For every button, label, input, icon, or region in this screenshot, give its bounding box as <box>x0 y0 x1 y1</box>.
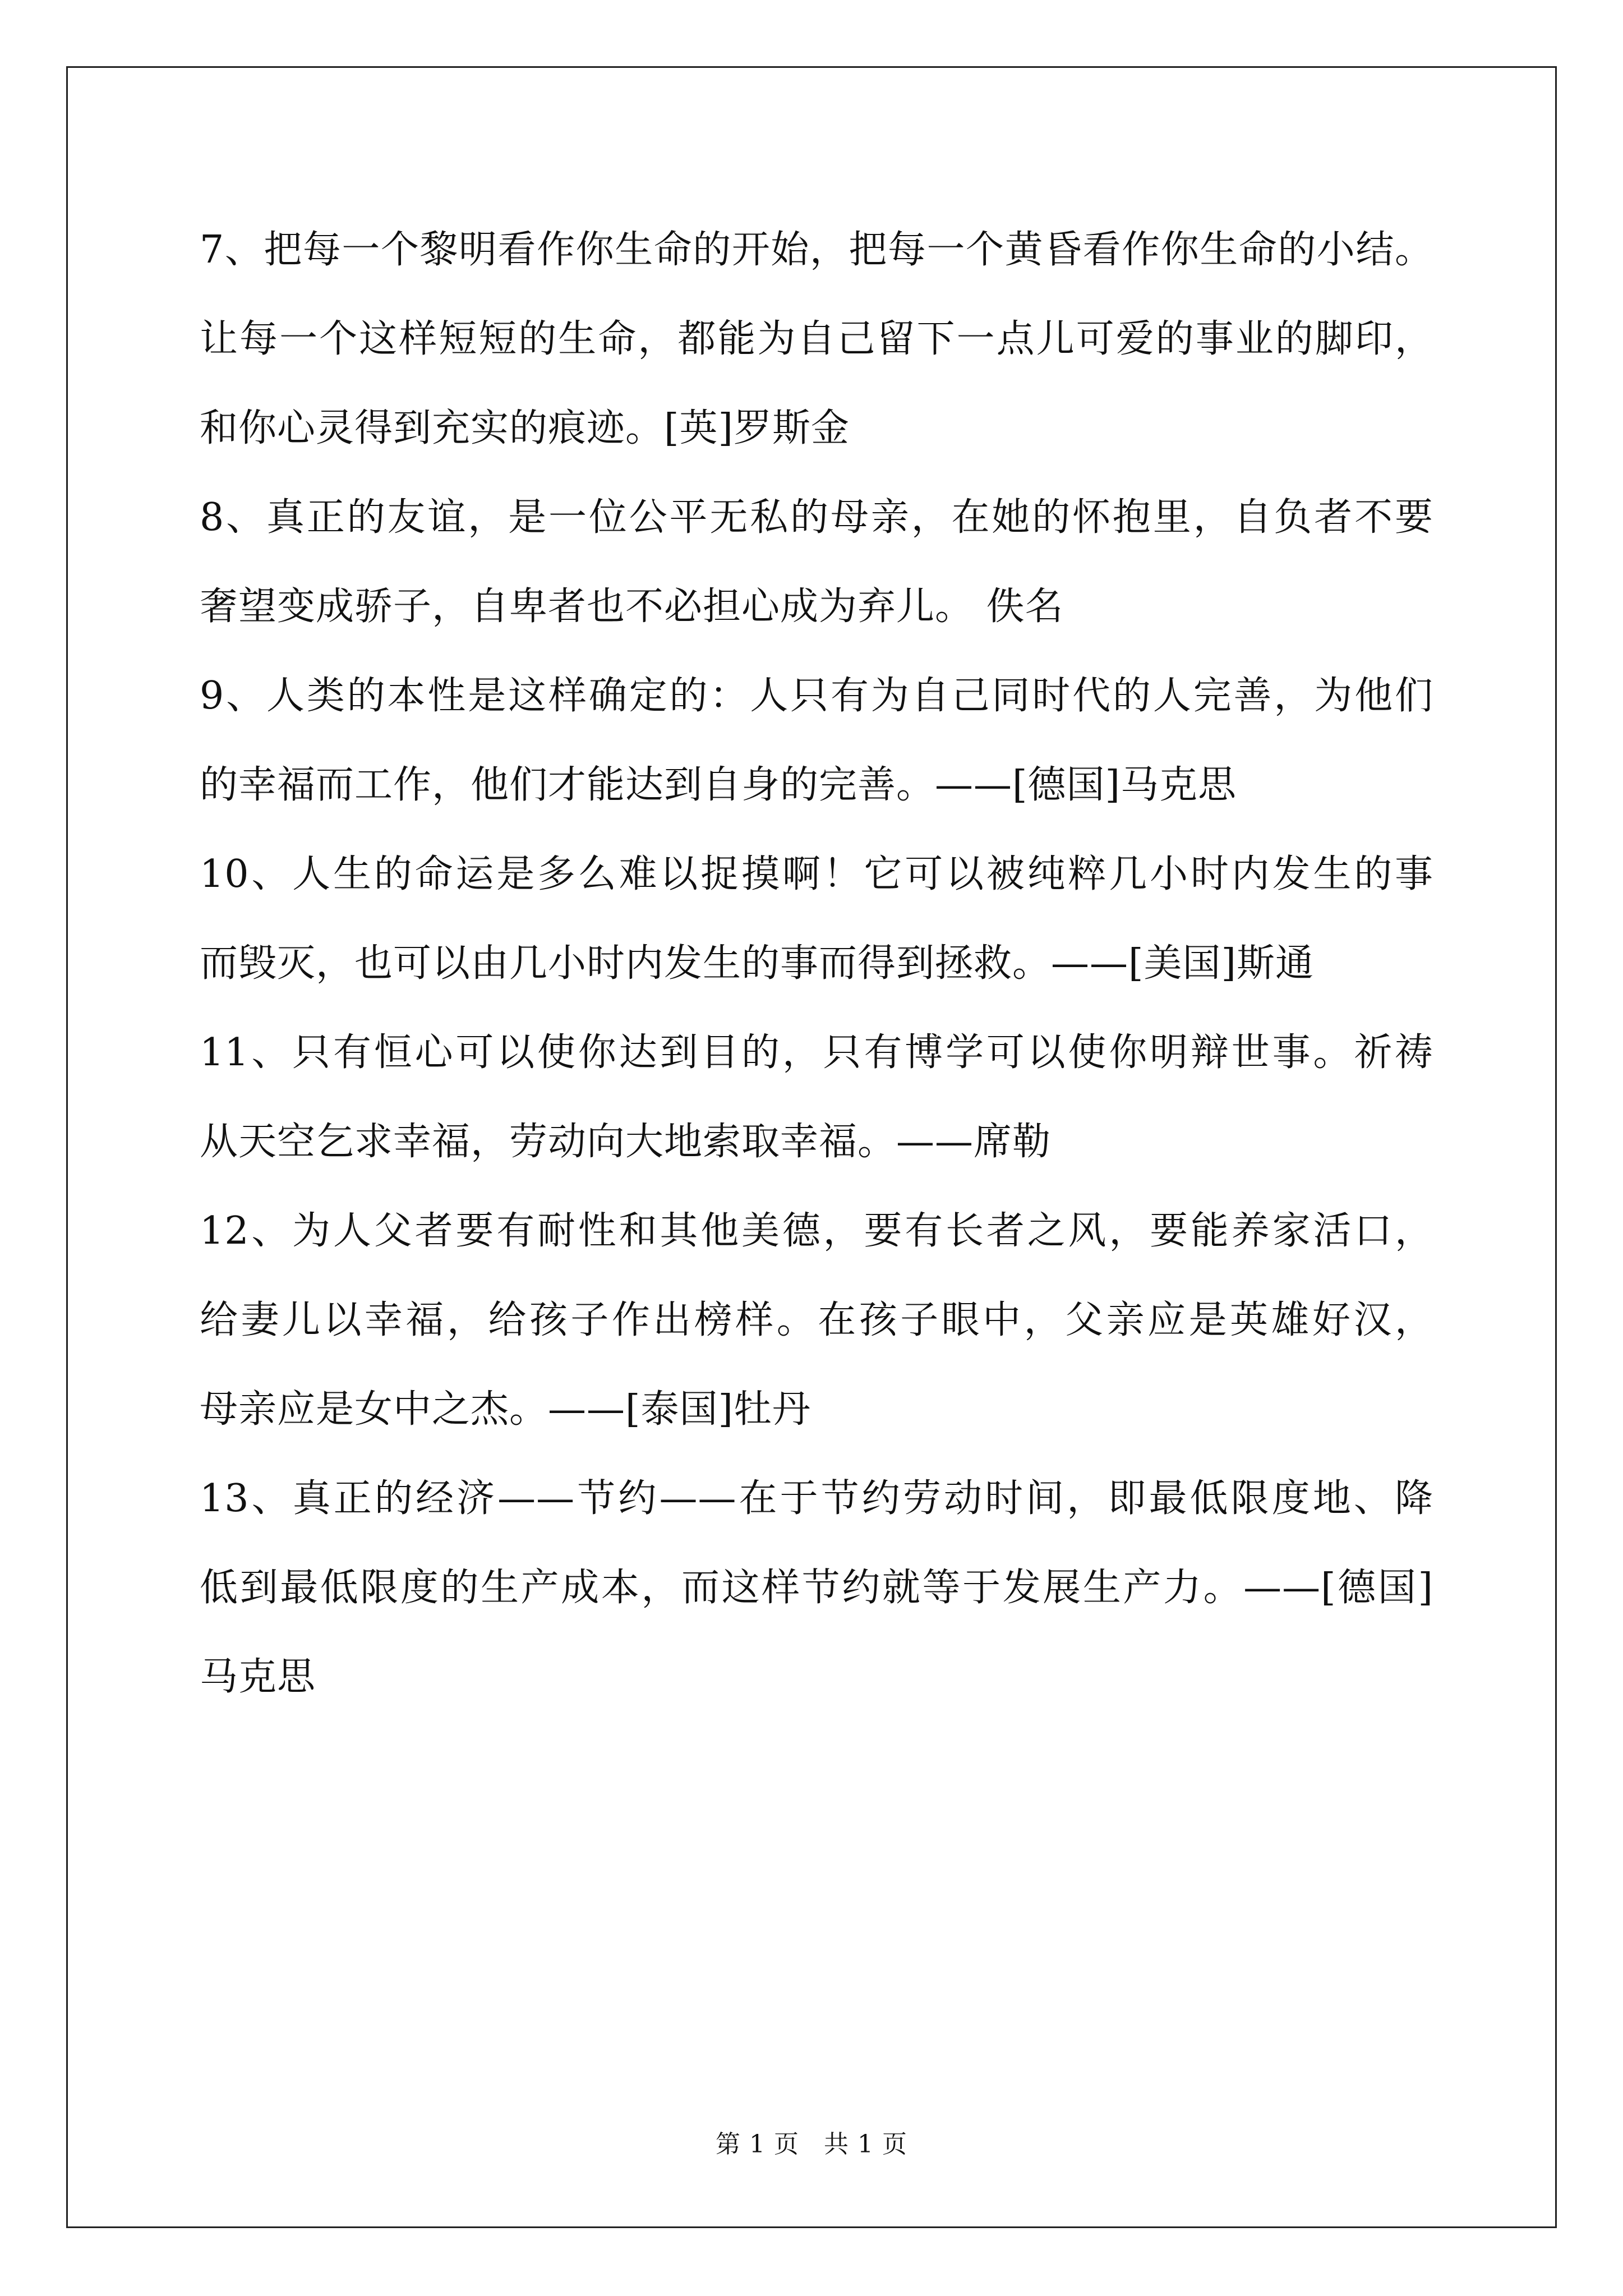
page-number: 第 1 页 <box>716 2130 799 2159</box>
document-body <box>200 205 1433 1722</box>
text-line: 低到最低限度的生产成本，而这样节约就等于发展生产力。——[德国] <box>200 1566 1433 1610</box>
text-line: 9、人类的本性是这样确定的：人只有为自己同时代的人完善，为他们 <box>200 674 1433 718</box>
text-line: 而毁灭，也可以由几小时内发生的事而得到拯救。——[美国]斯通 <box>200 941 1315 986</box>
text-line: 7、把每一个黎明看作你生命的开始，把每一个黄昏看作你生命的小结。 <box>200 228 1433 272</box>
text-line: 11、只有恒心可以使你达到目的，只有博学可以使你明辩世事。祈祷 <box>200 1030 1433 1075</box>
text-line: 给妻儿以幸福，给孩子作出榜样。在孩子眼中，父亲应是英雄好汉， <box>200 1298 1433 1342</box>
text-line: 8、真正的友谊，是一位公平无私的母亲，在她的怀抱里，自负者不要 <box>200 495 1433 540</box>
text-line: 12、为人父者要有耐性和其他美德，要有长者之风，要能养家活口， <box>200 1209 1433 1253</box>
text-line: 13、真正的经济——节约——在于节约劳动时间，即最低限度地、降 <box>200 1476 1433 1521</box>
text-line: 10、人生的命运是多么难以捉摸啊！它可以被纯粹几小时内发生的事 <box>200 852 1433 896</box>
text-line: 的幸福而工作，他们才能达到自身的完善。——[德国]马克思 <box>200 763 1237 807</box>
text-line: 和你心灵得到充实的痕迹。[英]罗斯金 <box>200 406 850 450</box>
text-line: 从天空乞求幸福，劳动向大地索取幸福。——席勒 <box>200 1120 1052 1164</box>
page-total: 共 1 页 <box>824 2130 907 2159</box>
text-line: 母亲应是女中之杰。——[泰国]牡丹 <box>200 1387 811 1432</box>
page-footer <box>0 2124 1623 2160</box>
text-line: 马克思 <box>200 1655 316 1699</box>
text-line: 让每一个这样短短的生命，都能为自己留下一点儿可爱的事业的脚印， <box>200 317 1433 361</box>
text-line: 奢望变成骄子，自卑者也不必担心成为弃儿。 佚名 <box>200 585 1064 629</box>
